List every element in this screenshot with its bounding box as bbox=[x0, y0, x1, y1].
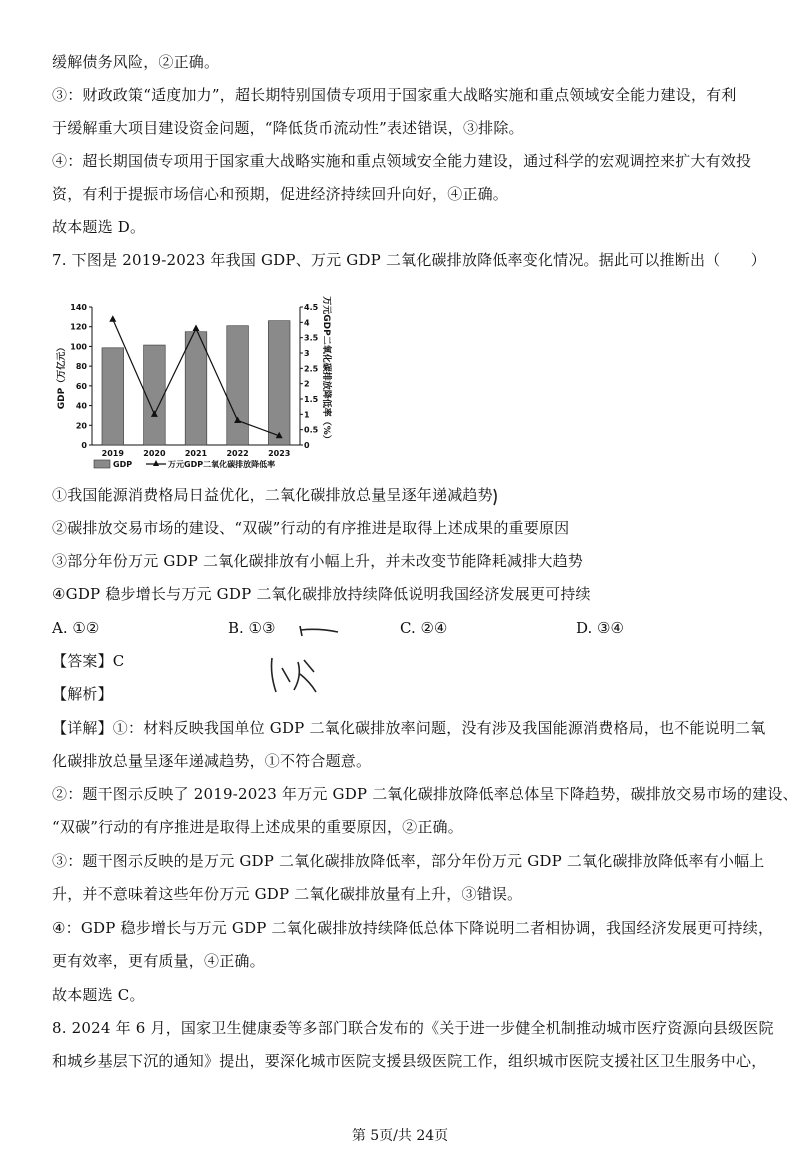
statement-2: ②碳排放交易市场的建设、“双碳”行动的有序推进是取得上述成果的重要原因 bbox=[52, 519, 570, 537]
text-line: 【详解】①：材料反映我国单位 GDP 二氧化碳排放率问题，没有涉及我国能源消费格局，也不能说明二氧 bbox=[52, 719, 766, 737]
legend-label-gdp: GDP bbox=[113, 460, 133, 469]
y-tick-label: 0 bbox=[81, 441, 87, 450]
y-tick-label: 40 bbox=[75, 401, 87, 411]
point-co2 bbox=[109, 315, 116, 322]
legend-label-co2: 万元GDP二氧化碳排放降低率 bbox=[168, 460, 276, 469]
bar-gdp bbox=[102, 348, 124, 445]
point-co2 bbox=[193, 324, 200, 331]
text-line: 资，有利于提振市场信心和预期，促进经济持续回升向好，④正确。 bbox=[52, 185, 509, 203]
y2-tick-label: 1 bbox=[304, 410, 310, 420]
y2-tick-label: 0.5 bbox=[304, 425, 319, 435]
option-d: D. ③④ bbox=[576, 619, 624, 637]
y-axis-label: GDP（万亿元） bbox=[57, 342, 67, 410]
text-line: 和城乡基层下沉的通知》提出，要深化城市医院支援县级医院工作，组织城市医院支援社区卫生服务中心， bbox=[52, 1052, 767, 1070]
handwriting-mark bbox=[488, 486, 508, 508]
x-tick-label: 2023 bbox=[268, 449, 291, 458]
text-line: ②：题干图示反映了 2019-2023 年万元 GDP 二氧化碳排放降低率总体呈下降趋势，碳排放交易市场的建设、 bbox=[52, 785, 798, 803]
legend-swatch-marker bbox=[153, 460, 159, 466]
analysis-label: 【解析】 bbox=[52, 685, 113, 703]
y-tick-label: 100 bbox=[70, 342, 87, 352]
y2-tick-label: 1.5 bbox=[304, 395, 319, 404]
x-tick-label: 2019 bbox=[101, 449, 124, 458]
gdp-co2-chart bbox=[52, 295, 352, 475]
option-a: A. ①② bbox=[52, 619, 100, 637]
text-line: ④：GDP 稳步增长与万元 GDP 二氧化碳排放持续降低总体下降说明二者相协调，我国经济发展更可持续， bbox=[52, 919, 774, 937]
bar-gdp bbox=[268, 321, 290, 445]
text-line: ③：题干图示反映的是万元 GDP 二氧化碳排放降低率，部分年份万元 GDP 二氧化碳排放降低率有小幅上 bbox=[52, 852, 765, 870]
text-line: 故本题选 D。 bbox=[52, 218, 146, 236]
bar-gdp bbox=[185, 332, 207, 445]
y-tick-label: 80 bbox=[75, 362, 87, 372]
option-c: C. ②④ bbox=[400, 619, 448, 637]
text-line: 化碳排放总量呈逐年递减趋势，①不符合题意。 bbox=[52, 752, 372, 770]
y2-tick-label: 3.5 bbox=[304, 333, 319, 343]
text-line: ④：超长期国债专项用于国家重大战略实施和重点领域安全能力建设，通过科学的宏观调控来扩大有效投 bbox=[52, 152, 752, 170]
page-footer: 第 5页/共 24页 bbox=[351, 1128, 449, 1144]
y2-tick-label: 3 bbox=[304, 349, 310, 358]
handwriting-mark bbox=[264, 652, 324, 700]
text-line: ③：财政政策“适度加力”，超长期特别国债专项用于国家重大战略实施和重点领域安全能力建设，有利 bbox=[52, 86, 737, 104]
x-tick-label: 2020 bbox=[143, 449, 166, 458]
y2-axis-label: 万元GDP二氧化碳排放降低率（%） bbox=[321, 296, 331, 444]
question-7-stem: 7. 下图是 2019-2023 年我国 GDP、万元 GDP 二氧化碳排放降低率变化情况。据此可以推断出（ ） bbox=[52, 251, 766, 269]
y2-tick-label: 4.5 bbox=[304, 303, 319, 312]
statement-3: ③部分年份万元 GDP 二氧化碳排放有小幅上升，并未改变节能降耗减排大趋势 bbox=[52, 552, 584, 570]
y-tick-label: 140 bbox=[70, 303, 87, 312]
handwriting-mark bbox=[296, 618, 344, 640]
answer-label: 【答案】C bbox=[52, 652, 125, 670]
x-tick-label: 2021 bbox=[184, 449, 208, 458]
y2-tick-label: 2.5 bbox=[304, 364, 319, 374]
y2-tick-label: 4 bbox=[304, 318, 310, 328]
bar-gdp bbox=[144, 345, 166, 445]
legend-swatch-gdp bbox=[94, 460, 110, 468]
y-tick-label: 60 bbox=[75, 381, 87, 391]
y2-tick-label: 0 bbox=[304, 441, 310, 450]
y2-tick-label: 2 bbox=[304, 379, 310, 389]
text-line: 升，并不意味着这些年份万元 GDP 二氧化碳排放量有上升，③错误。 bbox=[52, 885, 523, 903]
text-line: 于缓解重大项目建设资金问题，“降低货币流动性”表述错误，③排除。 bbox=[52, 119, 524, 137]
bar-gdp bbox=[227, 326, 249, 445]
y-tick-label: 120 bbox=[70, 322, 87, 332]
text-line: 更有效率，更有质量，④正确。 bbox=[52, 952, 265, 970]
option-b: B. ①③ bbox=[228, 619, 276, 637]
y-tick-label: 20 bbox=[75, 421, 87, 431]
text-line: 缓解债务风险，②正确。 bbox=[52, 53, 220, 71]
text-line: 故本题选 C。 bbox=[52, 986, 145, 1004]
statement-1: ①我国能源消费格局日益优化，二氧化碳排放总量呈逐年递减趋势 bbox=[52, 486, 493, 504]
x-tick-label: 2022 bbox=[226, 449, 249, 458]
statement-4: ④GDP 稳步增长与万元 GDP 二氧化碳排放持续降低说明我国经济发展更可持续 bbox=[52, 585, 591, 603]
text-line: “双碳”行动的有序推进是取得上述成果的重要原因，②正确。 bbox=[52, 818, 463, 836]
question-8-stem: 8. 2024 年 6 月，国家卫生健康委等多部门联合发布的《关于进一步健全机制推动城市医疗资源向县级医院 bbox=[52, 1019, 774, 1037]
